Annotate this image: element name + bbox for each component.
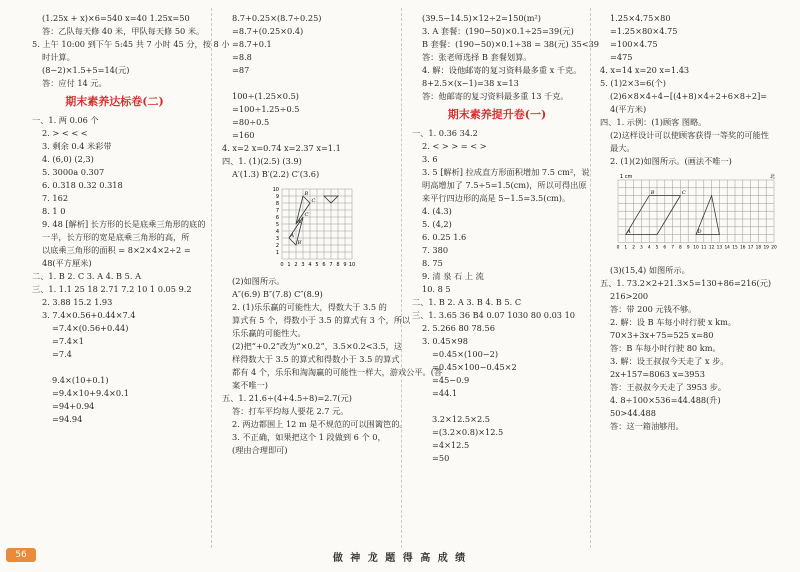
- answer-line: 答：应付 14 元。: [42, 78, 107, 88]
- x-tick-label: 9: [686, 245, 690, 251]
- answer-line: 二、1. B 2. A 3. B 4. B 5. C: [412, 297, 522, 307]
- answer-line: =100×4.75: [610, 39, 658, 49]
- answer-line: 4. x=14 x=20 x=1.43: [600, 65, 690, 75]
- answer-line: 4. 解：设他邮寄的复习资料最多重 x 千克。: [422, 65, 582, 75]
- x-tick-label: 1: [287, 262, 291, 268]
- y-tick-label: 7: [275, 208, 279, 214]
- answer-line: =80÷0.5: [232, 117, 270, 127]
- footer-slogan: 做 神 龙 题 得 高 成 绩: [332, 553, 468, 564]
- answer-line: 案不唯一): [232, 380, 268, 390]
- y-tick-label: 3: [275, 236, 279, 242]
- y-tick-label: 4: [275, 229, 279, 235]
- x-tick-label: 10: [348, 262, 356, 268]
- column-divider: [590, 8, 591, 548]
- answer-line: 2. 3.88 15.2 1.93: [42, 297, 113, 307]
- answer-line: 答：张老师选择 B 套餐划算。: [422, 52, 532, 62]
- x-tick-label: 10: [693, 245, 699, 251]
- answer-line: 来平行四边形的高是 5−1.5=3.5(cm)。: [422, 193, 571, 203]
- x-tick-label: 11: [701, 245, 707, 251]
- answer-line: 50>44.488: [610, 408, 656, 418]
- answer-line: B 套餐：(190−50)×0.1÷38 = 38(元) 35<39: [422, 39, 599, 49]
- north-label: 北: [770, 174, 776, 180]
- answer-line: =87: [232, 65, 250, 75]
- x-tick-label: 8: [679, 245, 682, 251]
- answer-line: 5. 3000a 0.307: [42, 167, 105, 177]
- answer-line: 5. (1)2×3=6(个): [600, 78, 666, 88]
- answer-line: 四、1. 示例：(1)顾客 图略。: [600, 117, 707, 127]
- vertex-label: C′: [304, 212, 310, 218]
- answer-line: =7.4×1: [52, 336, 84, 346]
- answer-line: 8.7+0.25×(8.7÷0.25): [232, 13, 322, 23]
- answer-line: 3. 解：设王叔叔今天走了 x 步。: [610, 356, 729, 366]
- answer-line: 算式有 5 个，得数小于 3.5 的算式有 3 个，所以: [232, 315, 411, 325]
- y-tick-label: 9: [275, 194, 279, 200]
- answer-line: (39.5−14.5)×12÷2=150(m²): [422, 13, 541, 23]
- answer-line: 一半，长方形的宽是底乘三角形的高，所: [42, 232, 190, 242]
- answer-line: [222, 77, 387, 90]
- answer-line: 8. 1 0: [42, 206, 66, 216]
- answer-line: 4(平方米): [610, 104, 647, 114]
- answer-line: 答：王叔叔今天走了 3953 步。: [610, 382, 727, 392]
- answer-line: 3. 不正确，如果把这个 1 段做到 6 个 0，: [232, 432, 386, 442]
- answer-line: 9. 清 泉 石 上 流: [422, 271, 484, 281]
- vertex-label: B′: [297, 240, 303, 246]
- answer-line: 答：打车平均每人要花 2.7 元。: [232, 406, 349, 416]
- vertex-label: B: [650, 190, 655, 197]
- answer-line: 最大。: [610, 143, 635, 153]
- y-tick-label: 8: [275, 201, 279, 207]
- answer-line: 样得数大于 3.5 的算式和得数小于 3.5 的算式: [232, 354, 400, 364]
- answer-line: 216>200: [610, 291, 649, 301]
- answer-line: 2. 5.266 80 78.56: [422, 323, 495, 333]
- answer-line: [412, 400, 582, 413]
- answer-line: (2)6×8×4÷4−[(4+8)×4÷2+6×8÷2]=: [610, 91, 768, 101]
- x-tick-label: 19: [763, 245, 769, 251]
- x-tick-label: 0: [616, 245, 620, 251]
- x-tick-label: 18: [755, 245, 762, 251]
- answer-line: =94+0.94: [52, 401, 95, 411]
- answer-line: 2. 解：设 B 车每小时行驶 x km。: [610, 317, 737, 327]
- y-tick-label: 2: [275, 243, 279, 249]
- answer-line: 8+2.5×(x−1)=38 x=13: [422, 78, 519, 88]
- unit-label: 1 cm: [620, 174, 633, 180]
- answer-line: =50: [432, 453, 450, 463]
- answer-line: 2. (1)(2)如图所示。(画法不唯一): [610, 156, 732, 166]
- page-number: 56: [6, 548, 36, 562]
- answer-line: 3. 剩余 0.4 米彩带: [42, 141, 112, 151]
- answer-line: (8−2)×1.5+5=14(元): [42, 65, 130, 75]
- y-tick-label: 5: [275, 222, 279, 228]
- answer-line: 四、1. (1)(2.5) (3.9): [222, 156, 302, 166]
- x-tick-label: 13: [716, 245, 723, 251]
- column-1: [32, 12, 230, 426]
- answer-line: =7.4×(0.56+0.44): [52, 323, 129, 333]
- answer-line: =4×12.5: [432, 440, 470, 450]
- answer-line: 10. 8 5: [422, 284, 451, 294]
- answer-line: 三、1. 3.65 36 B4 0.07 1030 80 0.03 10: [412, 310, 576, 320]
- answer-line: (3)(15,4) 如图所示。: [610, 265, 690, 275]
- answer-line: 3. 7.4×0.56+0.44×7.4: [42, 310, 136, 320]
- column-divider: [401, 8, 402, 548]
- x-tick-label: 20: [771, 245, 777, 251]
- answer-line: 答：这一箱油够用。: [610, 421, 684, 431]
- x-tick-label: 7: [671, 245, 674, 251]
- answer-line: 2. 两边都围上 12 m 是不规范的可以围篱笆的。: [232, 419, 408, 429]
- answer-line: =(3.2×0.8)×12.5: [432, 427, 504, 437]
- x-tick-label: 6: [663, 245, 667, 251]
- x-tick-label: 9: [343, 262, 347, 268]
- answer-line: (2)如图所示。: [232, 276, 285, 286]
- vertex-label: A: [297, 219, 302, 225]
- answer-line: =1.25×80×4.75: [610, 26, 678, 36]
- answer-line: 都有 4 个，乐乐和淘淘赢的可能性一样大，游戏公平。(答: [232, 367, 443, 377]
- answer-line: =8.7+(0.25×0.4): [232, 26, 304, 36]
- answer-line: 答：乙队每天修 40 米，甲队每天修 50 米。: [42, 26, 205, 36]
- answer-line: 4. (6,0) (2,3): [42, 154, 94, 164]
- column-4: [600, 12, 780, 433]
- answer-line: 100÷(1.25×0.5): [232, 91, 299, 101]
- answer-line: 乐乐赢的可能性大。: [232, 328, 306, 338]
- x-tick-label: 1: [624, 245, 628, 251]
- answer-line: 3. 0.45×98: [422, 336, 468, 346]
- answer-line: =475: [610, 52, 633, 62]
- answer-line: 五、1. 73.2×2+21.3×5=130+86=216(元): [600, 278, 772, 288]
- x-tick-label: 15: [732, 245, 738, 251]
- vertex-label: A: [627, 229, 631, 236]
- answer-line: 时计算。: [42, 52, 75, 62]
- x-tick-label: 12: [708, 245, 715, 251]
- x-tick-label: 14: [724, 245, 730, 251]
- answer-line: 9.4×(10+0.1): [52, 375, 109, 385]
- answer-line: 2. < > > = < >: [422, 141, 487, 151]
- x-tick-label: 7: [329, 262, 333, 268]
- x-tick-label: 6: [322, 262, 326, 268]
- answer-line: =7.4: [52, 349, 72, 359]
- vertex-label: C: [311, 198, 316, 204]
- answer-line: A′(1.3) B′(2.2) C′(3.6): [232, 169, 320, 179]
- answer-line: 明高增加了 7.5÷5=1.5(cm)，所以可得出原: [422, 180, 587, 190]
- x-tick-label: 5: [655, 245, 659, 251]
- figure-shape: [626, 196, 681, 235]
- answer-line: =44.1: [432, 388, 458, 398]
- column-3: [412, 12, 599, 465]
- x-tick-label: 5: [315, 262, 319, 268]
- answer-line: 48(平方厘米): [42, 258, 92, 268]
- vertex-label: B: [304, 191, 309, 197]
- y-tick-label: 6: [275, 215, 279, 221]
- x-tick-label: 17: [747, 245, 754, 251]
- answer-line: =9.4×10+9.4×0.1: [52, 388, 129, 398]
- x-tick-label: 8: [336, 262, 340, 268]
- answer-line: 4. x=2 x=0.74 x=2.37 x=1.1: [222, 143, 341, 153]
- answer-line: 4. 8÷100×536=44.488(升): [610, 395, 721, 405]
- x-tick-label: 2: [294, 262, 298, 268]
- answer-line: 1.25×4.75×80: [610, 13, 671, 23]
- x-tick-label: 4: [647, 245, 651, 251]
- answer-line: =0.45×(100−2): [432, 349, 499, 359]
- x-tick-label: 3: [301, 262, 305, 268]
- x-tick-label: 3: [640, 245, 643, 251]
- answer-line: 2. > < < <: [42, 128, 88, 138]
- answer-line: 2. (1)乐乐赢的可能性大，得数大于 3.5 的: [232, 302, 387, 312]
- answer-line: [32, 361, 197, 374]
- y-tick-label: 1: [275, 250, 279, 256]
- answer-line: 答：他邮寄的复习资料最多重 13 千克。: [422, 91, 569, 101]
- direction-grid-figure: [610, 170, 780, 262]
- answer-line: 5. (4,2): [422, 219, 452, 229]
- section-title: 期末素养达标卷(二): [65, 95, 164, 108]
- vertex-label: D: [697, 229, 702, 236]
- answer-line: 2x+157=8063 x=3953: [610, 369, 705, 379]
- answer-line: 6. 0.318 0.32 0.318: [42, 180, 123, 190]
- x-tick-label: 0: [280, 262, 284, 268]
- answer-line: 8. 75: [422, 258, 443, 268]
- x-tick-label: 16: [740, 245, 746, 251]
- answer-line: 一、1. 0.36 34.2: [412, 128, 478, 138]
- answer-line: 4. (4.3): [422, 206, 452, 216]
- answer-line: (2)这样设计可以使顾客获得一等奖的可能性: [610, 130, 769, 140]
- answer-line: =100÷1.25÷0.5: [232, 104, 300, 114]
- answer-line: 9. 48 [解析] 长方形的长是底乘三角形的底的: [42, 219, 206, 229]
- answer-line: (理由合理即可): [232, 445, 288, 455]
- answer-line: 五、1. 21.6÷(4+4.5÷8)=2.7(元): [222, 393, 352, 403]
- answer-line: 二、1. B 2. C 3. A 4. B 5. A: [32, 271, 141, 281]
- y-tick-label: 10: [272, 187, 279, 193]
- column-divider: [211, 8, 212, 548]
- answer-line: 5. 上午 10:00 到下午 5:45 共 7 小时 45 分，按 8 小: [32, 39, 230, 49]
- answer-line: 70×3+3x+75=525 x=80: [610, 330, 714, 340]
- answer-line: 以底乘三角形的面积 = 8×2×4×2÷2 =: [42, 245, 191, 255]
- answer-line: =160: [232, 130, 255, 140]
- answer-line: 答：带 200 元钱不够。: [610, 304, 697, 314]
- section-title: 期末素养提升卷(一): [447, 108, 547, 121]
- answer-line: 7. 380: [422, 245, 449, 255]
- answer-line: 3. 6: [422, 154, 438, 164]
- answer-line: 答：B 车每小时行驶 80 km。: [610, 343, 721, 353]
- answer-line: (1.25x + x)×6=540 x=40 1.25x=50: [42, 13, 190, 23]
- answer-line: =8.7+0.1: [232, 39, 272, 49]
- coordinate-grid-figure: [270, 183, 365, 273]
- answer-line: 3. A 套餐：(190−50)×0.1÷25=39(元): [422, 26, 574, 36]
- answer-line: 3. 5 [解析] 拉成直方形面积增加 7.5 cm²，说: [422, 167, 590, 177]
- answer-line: 7. 162: [42, 193, 69, 203]
- answer-line: =94.94: [52, 414, 83, 424]
- x-tick-label: 4: [308, 262, 312, 268]
- answer-line: =45−0.9: [432, 375, 470, 385]
- answer-line: 三、1. 1.1 25 18 2.71 7.2 10 1 0.05 9.2: [32, 284, 192, 294]
- answer-line: =0.45×100−0.45×2: [432, 362, 517, 372]
- x-tick-label: 2: [632, 245, 635, 251]
- answer-line: 6. 0.25 1.6: [422, 232, 467, 242]
- answer-line: 3.2×12.5×2.5: [432, 414, 490, 424]
- vertex-label: C: [681, 190, 686, 197]
- vertex-label: A′: [290, 233, 296, 239]
- answer-line: (2)把“+0.2”改为“×0.2”，3.5×0.2<3.5，这: [232, 341, 403, 351]
- answer-line: =8.8: [232, 52, 252, 62]
- answer-line: 一、1. 两 0.06 个: [32, 115, 99, 125]
- answer-line: A″(6.9) B″(7.8) C″(8.9): [232, 289, 323, 299]
